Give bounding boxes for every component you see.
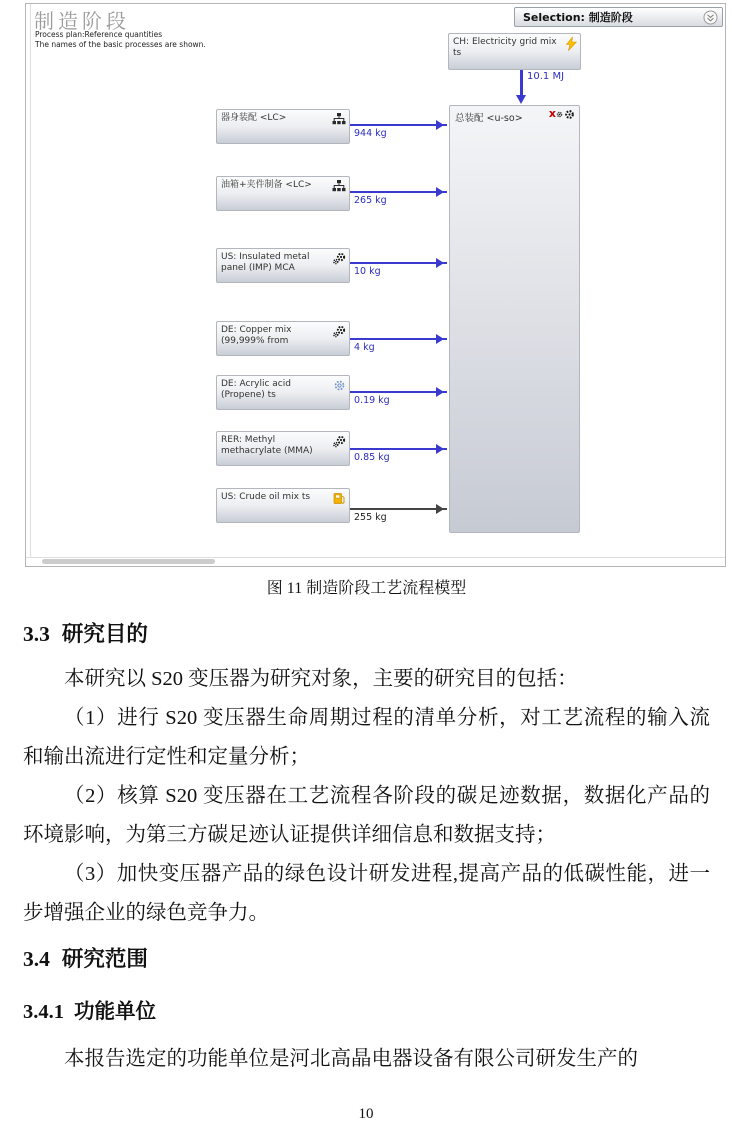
flow-quantity-electricity: 10.1 MJ	[527, 71, 565, 82]
gear-icon[interactable]	[563, 109, 576, 122]
process-box-main-assembly[interactable]	[449, 105, 580, 533]
canvas-bottom-edge	[26, 557, 725, 558]
paragraph-item-3: （3）加快变压器产品的绿色设计研发进程,提高产品的低碳性能，进一步增强企业的绿色竞争力。	[23, 863, 710, 924]
flow-arrow	[350, 191, 447, 193]
heading-3-4	[23, 945, 710, 973]
heading-number: 3.3	[23, 622, 50, 646]
main-box-icons	[549, 109, 576, 122]
small-gear-icon	[556, 109, 563, 118]
gear-outline-icon	[333, 379, 346, 395]
process-box-acrylic-acid[interactable]	[216, 375, 350, 410]
process-box-insulated-panel[interactable]	[216, 248, 350, 283]
flow-arrow	[350, 508, 447, 510]
figure-caption: 图 11 制造阶段工艺流程模型	[266, 580, 467, 597]
plan-title: 制造阶段	[34, 9, 130, 33]
flow-quantity: 255 kg	[354, 512, 387, 523]
paragraph-intro: 本研究以 S20 变压器为研究对象，主要的研究目的包括：	[64, 668, 578, 690]
paragraph-functional-unit: 本报告选定的功能单位是河北高晶电器设备有限公司研发生产的	[64, 1048, 638, 1070]
process-label: DE: Copper mix (99,999% from	[221, 325, 292, 346]
plan-subtitle-1: Process plan:Reference quantities	[35, 30, 163, 39]
process-label: 器身装配 <LC>	[221, 113, 287, 123]
heading-title: 研究目的	[61, 622, 148, 646]
flow-arrow	[350, 262, 447, 264]
process-label: US: Crude oil mix ts	[221, 492, 311, 502]
selection-label: Selection: 制造阶段	[523, 11, 633, 24]
canvas-left-edge	[30, 4, 31, 557]
flow-arrow-electricity	[520, 70, 523, 100]
flow-arrow	[350, 448, 447, 450]
process-label: CH: Electricity grid mix ts	[453, 37, 557, 58]
flow-arrow	[350, 338, 447, 340]
process-box-mma[interactable]	[216, 431, 350, 466]
flow-quantity: 4 kg	[354, 342, 375, 353]
hierarchy-icon	[332, 113, 346, 128]
heading-3-4-1	[23, 999, 710, 1026]
heading-number: 3.4	[23, 947, 50, 971]
heading-title: 功能单位	[74, 1001, 156, 1023]
page-number: 10	[358, 1106, 374, 1122]
plan-subtitle-2: The names of the basic processes are shown.	[35, 40, 206, 49]
paragraph-item-1: （1）进行 S20 变压器生命周期过程的清单分析，对工艺流程的输入流和输出流进行定性和定量分析；	[23, 707, 710, 768]
gears-icon	[332, 435, 346, 451]
heading-3-3	[23, 620, 710, 648]
document-body	[23, 576, 710, 1079]
gears-icon	[332, 252, 346, 268]
process-box-copper-mix[interactable]	[216, 321, 350, 356]
flow-quantity: 944 kg	[354, 128, 387, 139]
process-box-tank-clamp[interactable]	[216, 176, 350, 211]
heading-title: 研究范围	[61, 947, 148, 971]
paragraph-item-2: （2）核算 S20 变压器在工艺流程各阶段的碳足迹数据，数据化产品的环境影响，为第三方碳足迹认证提供详细信息和数据支持；	[23, 785, 710, 846]
fuel-pump-icon	[333, 492, 346, 508]
process-box-crude-oil[interactable]	[216, 488, 350, 523]
process-label: DE: Acrylic acid (Propene) ts	[221, 379, 291, 400]
hierarchy-icon	[332, 180, 346, 195]
process-label: 总装配 <u-so>	[455, 113, 523, 124]
flow-arrow	[350, 391, 447, 393]
heading-number: 3.4.1	[23, 1001, 64, 1023]
flow-quantity: 0.85 kg	[354, 452, 390, 463]
process-box-electricity[interactable]	[448, 33, 581, 70]
process-box-body-assembly[interactable]	[216, 109, 350, 144]
process-label: RER: Methyl methacrylate (MMA)	[221, 435, 313, 456]
selection-dropdown[interactable]	[514, 7, 723, 27]
process-label: US: Insulated metal panel (IMP) MCA	[221, 252, 310, 273]
horizontal-scrollbar[interactable]	[42, 559, 215, 564]
flow-quantity: 0.19 kg	[354, 395, 390, 406]
flow-arrow	[350, 124, 447, 126]
lightning-icon	[566, 37, 577, 54]
process-label: 油箱+夹件制备 <LC>	[221, 180, 312, 190]
process-plan-window	[25, 3, 726, 567]
flow-quantity: 10 kg	[354, 266, 381, 277]
double-chevron-down-icon[interactable]	[703, 10, 718, 25]
delete-x-icon[interactable]: x	[548, 107, 556, 120]
gears-icon	[332, 325, 346, 341]
flow-quantity: 265 kg	[354, 195, 387, 206]
